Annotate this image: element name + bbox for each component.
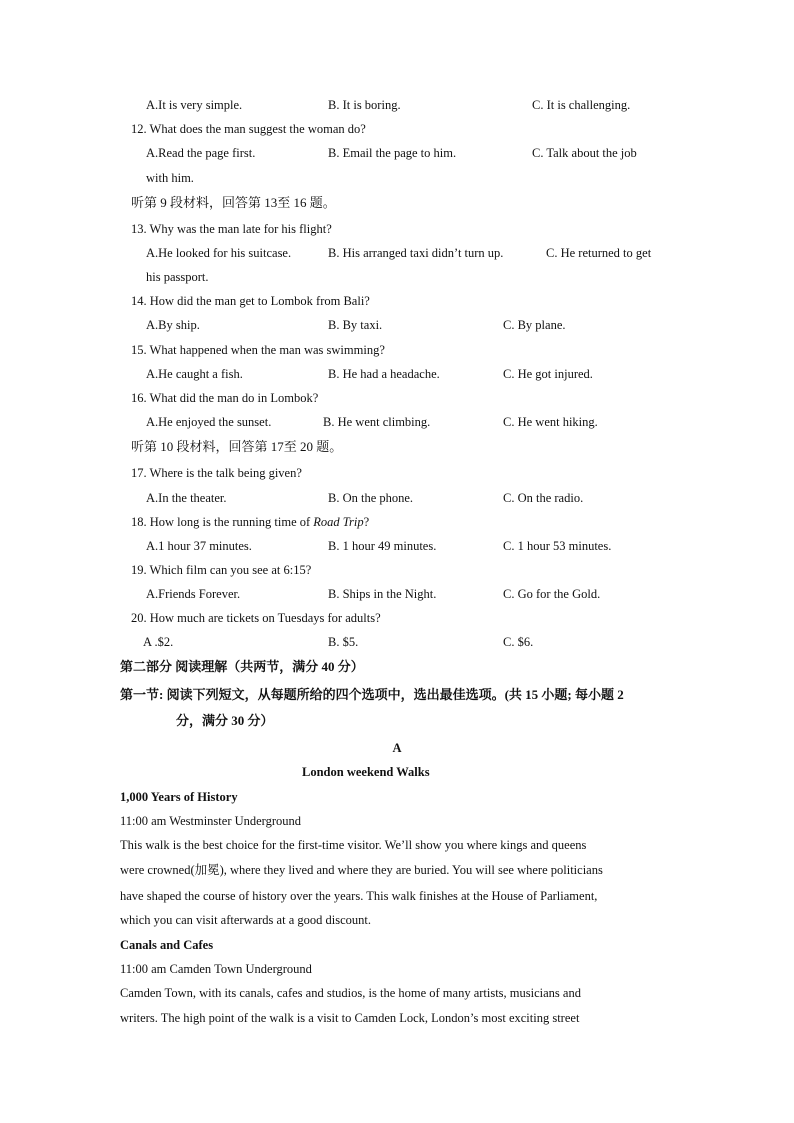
q13-option-a: A.He looked for his suitcase. xyxy=(146,246,292,260)
q14-option-c: C. By plane. xyxy=(503,318,566,332)
q16-option-a: A.He enjoyed the sunset. xyxy=(146,415,272,429)
q13-option-c-continued: his passport. xyxy=(146,270,209,284)
q14-question: 14. How did the man get to Lombok from Bali? xyxy=(131,294,370,308)
q18-option-a: A.1 hour 37 minutes. xyxy=(146,539,252,553)
q19-option-b: B. Ships in the Night. xyxy=(328,587,437,601)
q14-option-b: B. By taxi. xyxy=(328,318,383,332)
q12-option-a: A.Read the page first. xyxy=(146,146,256,160)
q17-option-c: C. On the radio. xyxy=(503,491,584,505)
q12-option-c-continued: with him. xyxy=(146,171,194,185)
q12-question: 12. What does the man suggest the woman do? xyxy=(131,122,366,136)
q18-question xyxy=(131,514,369,530)
q13-option-c: C. He returned to get xyxy=(546,246,652,260)
q20-option-b: B. $5. xyxy=(328,635,359,649)
q18-film-title: Road Trip xyxy=(313,515,364,529)
q11-option-c: C. It is challenging. xyxy=(532,98,631,112)
walk-1-paragraph-line: This walk is the best choice for the first-time visitor. We’ll show you where kings and queens xyxy=(120,838,587,852)
q12-option-b: B. Email the page to him. xyxy=(328,146,457,160)
passage-title: London weekend Walks xyxy=(302,765,430,779)
walk-1-title: 1,000 Years of History xyxy=(120,790,238,804)
section-9-instruction: 听第 9 段材料，回答第 13至 16 题。 xyxy=(131,195,336,210)
section-10-instruction: 听第 10 段材料，回答第 17至 20 题。 xyxy=(131,439,343,454)
q14-option-a: A.By ship. xyxy=(146,318,200,332)
q12-option-c: C. Talk about the job xyxy=(532,146,637,160)
q15-option-a: A.He caught a fish. xyxy=(146,367,243,381)
q11-option-a: A.It is very simple. xyxy=(146,98,243,112)
q20-option-a: A .$2. xyxy=(143,635,174,649)
q13-option-b: B. His arranged taxi didn’t turn up. xyxy=(328,246,504,260)
q20-question: 20. How much are tickets on Tuesdays for adults? xyxy=(131,611,381,625)
q16-option-c: C. He went hiking. xyxy=(503,415,598,429)
q19-option-c: C. Go for the Gold. xyxy=(503,587,601,601)
q18-question-end: ? xyxy=(363,515,370,529)
walk-1-paragraph-line: which you can visit afterwards at a good discount. xyxy=(120,913,371,927)
walk-1-time: 11:00 am Westminster Underground xyxy=(120,814,302,828)
q11-option-b: B. It is boring. xyxy=(328,98,401,112)
walk-1-paragraph-line: were crowned(加冕), where they lived and where they are buried. You will see where politicians xyxy=(120,863,603,877)
q18-option-b: B. 1 hour 49 minutes. xyxy=(328,539,437,553)
q16-question: 16. What did the man do in Lombok? xyxy=(131,391,319,405)
q13-question: 13. Why was the man late for his flight? xyxy=(131,222,332,236)
section-1-instruction: 第一节: 阅读下列短文，从每题所给的四个选项中，选出最佳选项。(共 15 小题; 每小题 2 xyxy=(120,687,624,702)
q20-option-c: C. $6. xyxy=(503,635,534,649)
walk-2-paragraph-line: writers. The high point of the walk is a visit to Camden Lock, London’s most exciting street xyxy=(120,1011,580,1025)
q16-option-b: B. He went climbing. xyxy=(323,415,431,429)
q17-option-a: A.In the theater. xyxy=(146,491,227,505)
passage-letter: A xyxy=(392,741,402,755)
q15-option-b: B. He had a headache. xyxy=(328,367,440,381)
part-2-heading: 第二部分 阅读理解（共两节，满分 40 分） xyxy=(120,659,364,674)
q15-option-c: C. He got injured. xyxy=(503,367,593,381)
q18-question-text: 18. How long is the running time of xyxy=(131,515,314,529)
walk-2-paragraph-line: Camden Town, with its canals, cafes and studios, is the home of many artists, musicians and xyxy=(120,986,581,1000)
section-1-instruction-continued: 分，满分 30 分） xyxy=(176,713,274,728)
q15-question: 15. What happened when the man was swimming? xyxy=(131,343,385,357)
q17-option-b: B. On the phone. xyxy=(328,491,414,505)
q18-option-c: C. 1 hour 53 minutes. xyxy=(503,539,612,553)
walk-2-title: Canals and Cafes xyxy=(120,938,214,952)
q17-question: 17. Where is the talk being given? xyxy=(131,466,302,480)
walk-1-paragraph-line: have shaped the course of history over the years. This walk finishes at the House of Parliament, xyxy=(120,889,598,903)
q19-option-a: A.Friends Forever. xyxy=(146,587,241,601)
walk-2-time: 11:00 am Camden Town Underground xyxy=(120,962,312,976)
q19-question: 19. Which film can you see at 6:15? xyxy=(131,563,312,577)
